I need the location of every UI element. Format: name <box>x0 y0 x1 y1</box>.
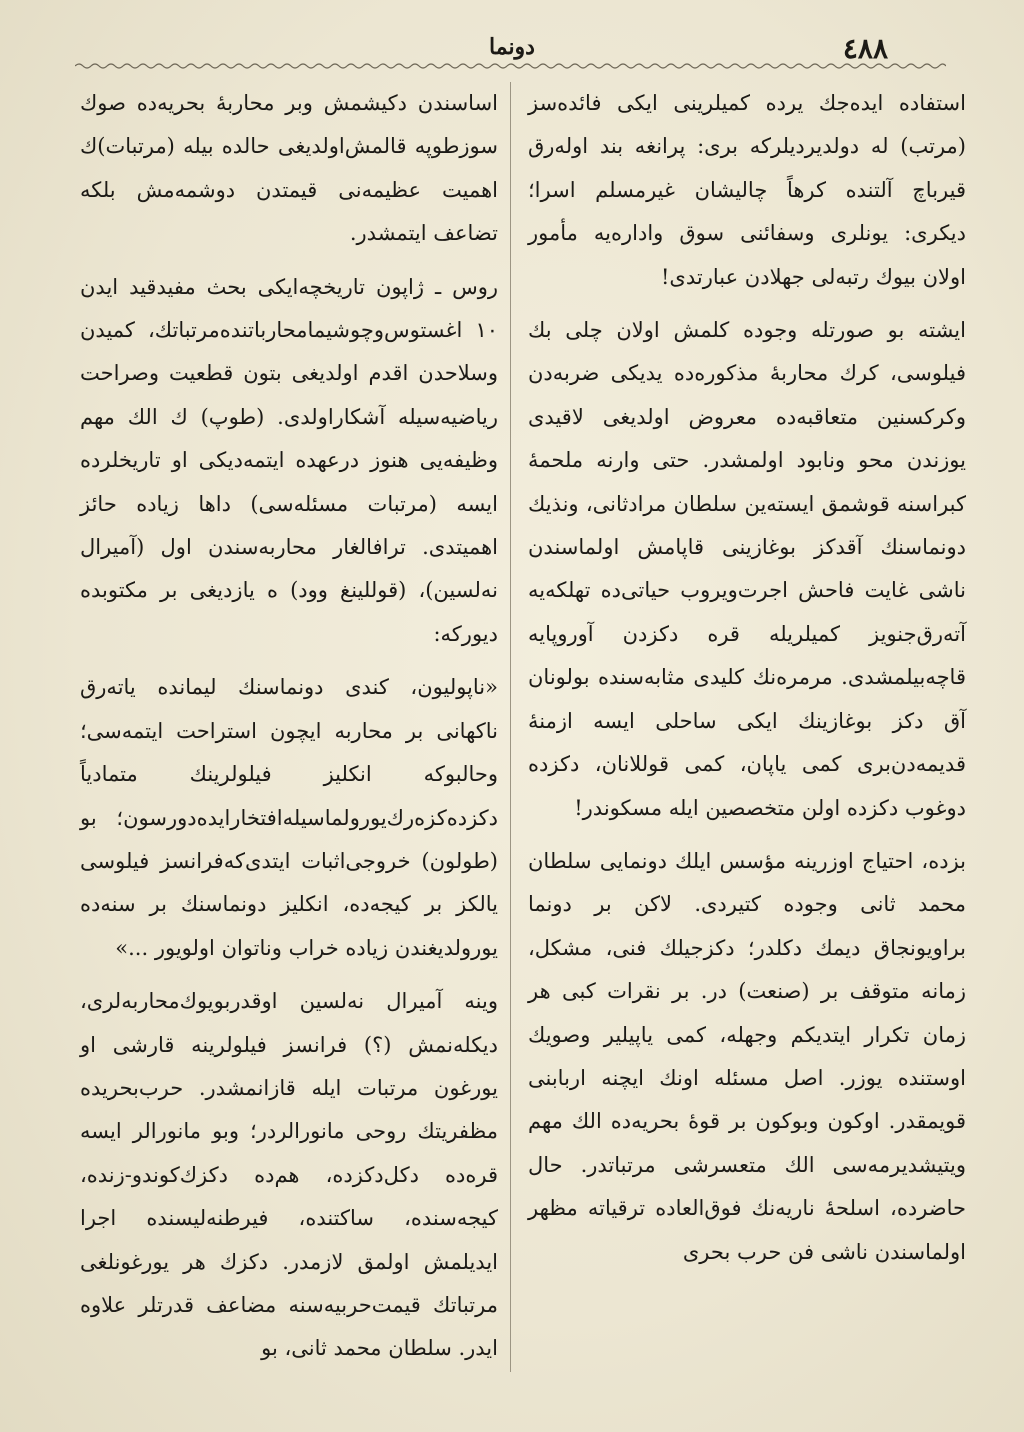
paragraph: روس ـ ژاپون تاریخچه‌ایكی بحث مفیدقید ایدن ١٠ اغستوس‌وچوشیما‌محاربا‌تنده‌مرتباتك، كمیدن وسلاحدن اقدم اولدیغی بتون قطعیت وصراحت ریاضیه‌سیله آشكاراولدی. (طوپ) ك الك مهم وظیفه‌یی هنوز درعهده ایتمه‌دیكی او تاریخلرده ایسه (مرتبات مسئله‌سی) داها زیاده حائز اهمیتدی. ترافالغار محاربه‌سندن اول (آمیرال نه‌لسین)، (قوللینغ وود) ه یازدیغی بر مكتوبده دیوركه: <box>80 274 498 646</box>
paragraph: وینه آمیرال نه‌لسین اوقدربویوك‌محاربه‌لری، دیكله‌نمش (؟) فرانسز فیلولرینه قارشی او یورغون مرتبات ایله قازانمشدر. حرب‌بحریده مظفریتك روحی مانورالردر؛ وبو مانورالر ایسه قره‌ده دكل‌دكزده، هم‌ده دكزك‌كوندو-زنده، كیجه‌سنده، ساكتنده، فیرطنه‌لیسنده اجرا ایدیلمش اولمق لازمدر. دكزك هر یورغونلغی مرتباتك قیمت‌حربیه‌سنه مضاعف قدرتلر علاوه ایدر. سلطان محمد ثانی، بو <box>80 989 498 1361</box>
paragraph: بزده، احتیاج اوزرینه مؤسس ایلك دونمایی سلطان محمد ثانی وجوده كتیردی. لاكن بر دونما براویونجاق دیمك دكلدر؛ دكزجیلك فنی، مشكل، زمانه متوقف بر (صنعت) در. بر نقرات كبی هر زمان تكرار ایتدیكم وجهله، كمی یاپیلیر وصویك اوستنده یوزر. اصل مسئله اونك ایچنه اربابنی قویمقدر. اوكون وبوكون بر قوهٔ بحریه‌ده الك مهم ویتیشدیرمه‌سی الك متعسرشی مرتباتدر. حال حاضرده، اسلحهٔ ناریه‌نك فوق‌العاده ترقیاته مظهر اولماسندن ناشی فن حرب بحری <box>528 848 966 1264</box>
wavy-rule-line <box>75 62 946 70</box>
column-divider <box>510 82 511 1372</box>
paragraph: ایشته بو صورتله وجوده كلمش اولان چلی بك فیلوسی، كرك محاربهٔ مذكوره‌ده یدیكی ضربه‌دن وكركسنین متعاقبه‌ده معروض اولدیغی لاقیدی یوزندن محو ونابود اولمشدر. حتی وارنه ملحمهٔ كبراسنه قوشمق ایسته‌ین سلطان مرادثانی، ونذیك دونماسنك آقدكز بوغازینی قاپامش اولماسندن ناشی غایت فاحش اجرت‌ویروب حیاتی‌ده تهلكه‌یه آته‌رق‌جنویز كمیلریله قره دكزدن آوروپایه قاچه‌بیلمشدی. مرمره‌نك كلیدی مثابه‌سنده بولونان آق دكز بوغازینك ایكی ساحلی ایسه ازمنهٔ قدیمه‌دن‌بری كمی یاپان، كمی قوللانان، دكزده دوغوب دكزده اولن متخصصین ایله مسكوندر! <box>528 318 966 820</box>
page-number: ٤٨٨ <box>842 32 888 65</box>
running-title: دونما <box>489 34 535 60</box>
left-column <box>80 82 498 1377</box>
paragraph: اساسندن دكیشمش وبر محاربهٔ بحریه‌ده صوك سوزطوپه قالمش‌اولدیغی حالده بیله (مرتبات)ك اهمیت عظیمه‌نی قیمتدن دوشمه‌مش بلكه تضاعف ایتمشدر. <box>80 91 498 246</box>
paragraph: «ناپولیون، كندی دونماسنك لیمانده یاته‌رق ناكهانی بر محاربه ایچون استراحت ایتمه‌سی؛ وحالبوكه انكلیز فیلولرینك متمادیاً دكزده‌كزه‌رك‌یورولماسیله‌افتخارایده‌دورسون؛ بو (طولون) خروجی‌اثبات ایتدی‌كه‌فرانسز فیلوسی یالكز بر كیجه‌ده، انكلیز دونماسنك بر سنه‌ده یورولدیغندن زیاده خراب وناتوان اولویور ...» <box>80 675 498 960</box>
right-column <box>528 82 966 1280</box>
header-rule <box>75 62 946 70</box>
paragraph: استفاده ایده‌جك یرده كمیلرینی ایكی فائده‌سز (مرتب) له دولدیردیلركه بری: پرانغه بند اوله‌رق قیرباچ آلتنده كرهاً چالیشان غیرمسلم اسرا؛ دیكری: یونلری وسفائنی سوق واداره‌یه مأمور اولان بیوك رتبه‌لی جهلادن عبارتدی! <box>528 91 966 289</box>
